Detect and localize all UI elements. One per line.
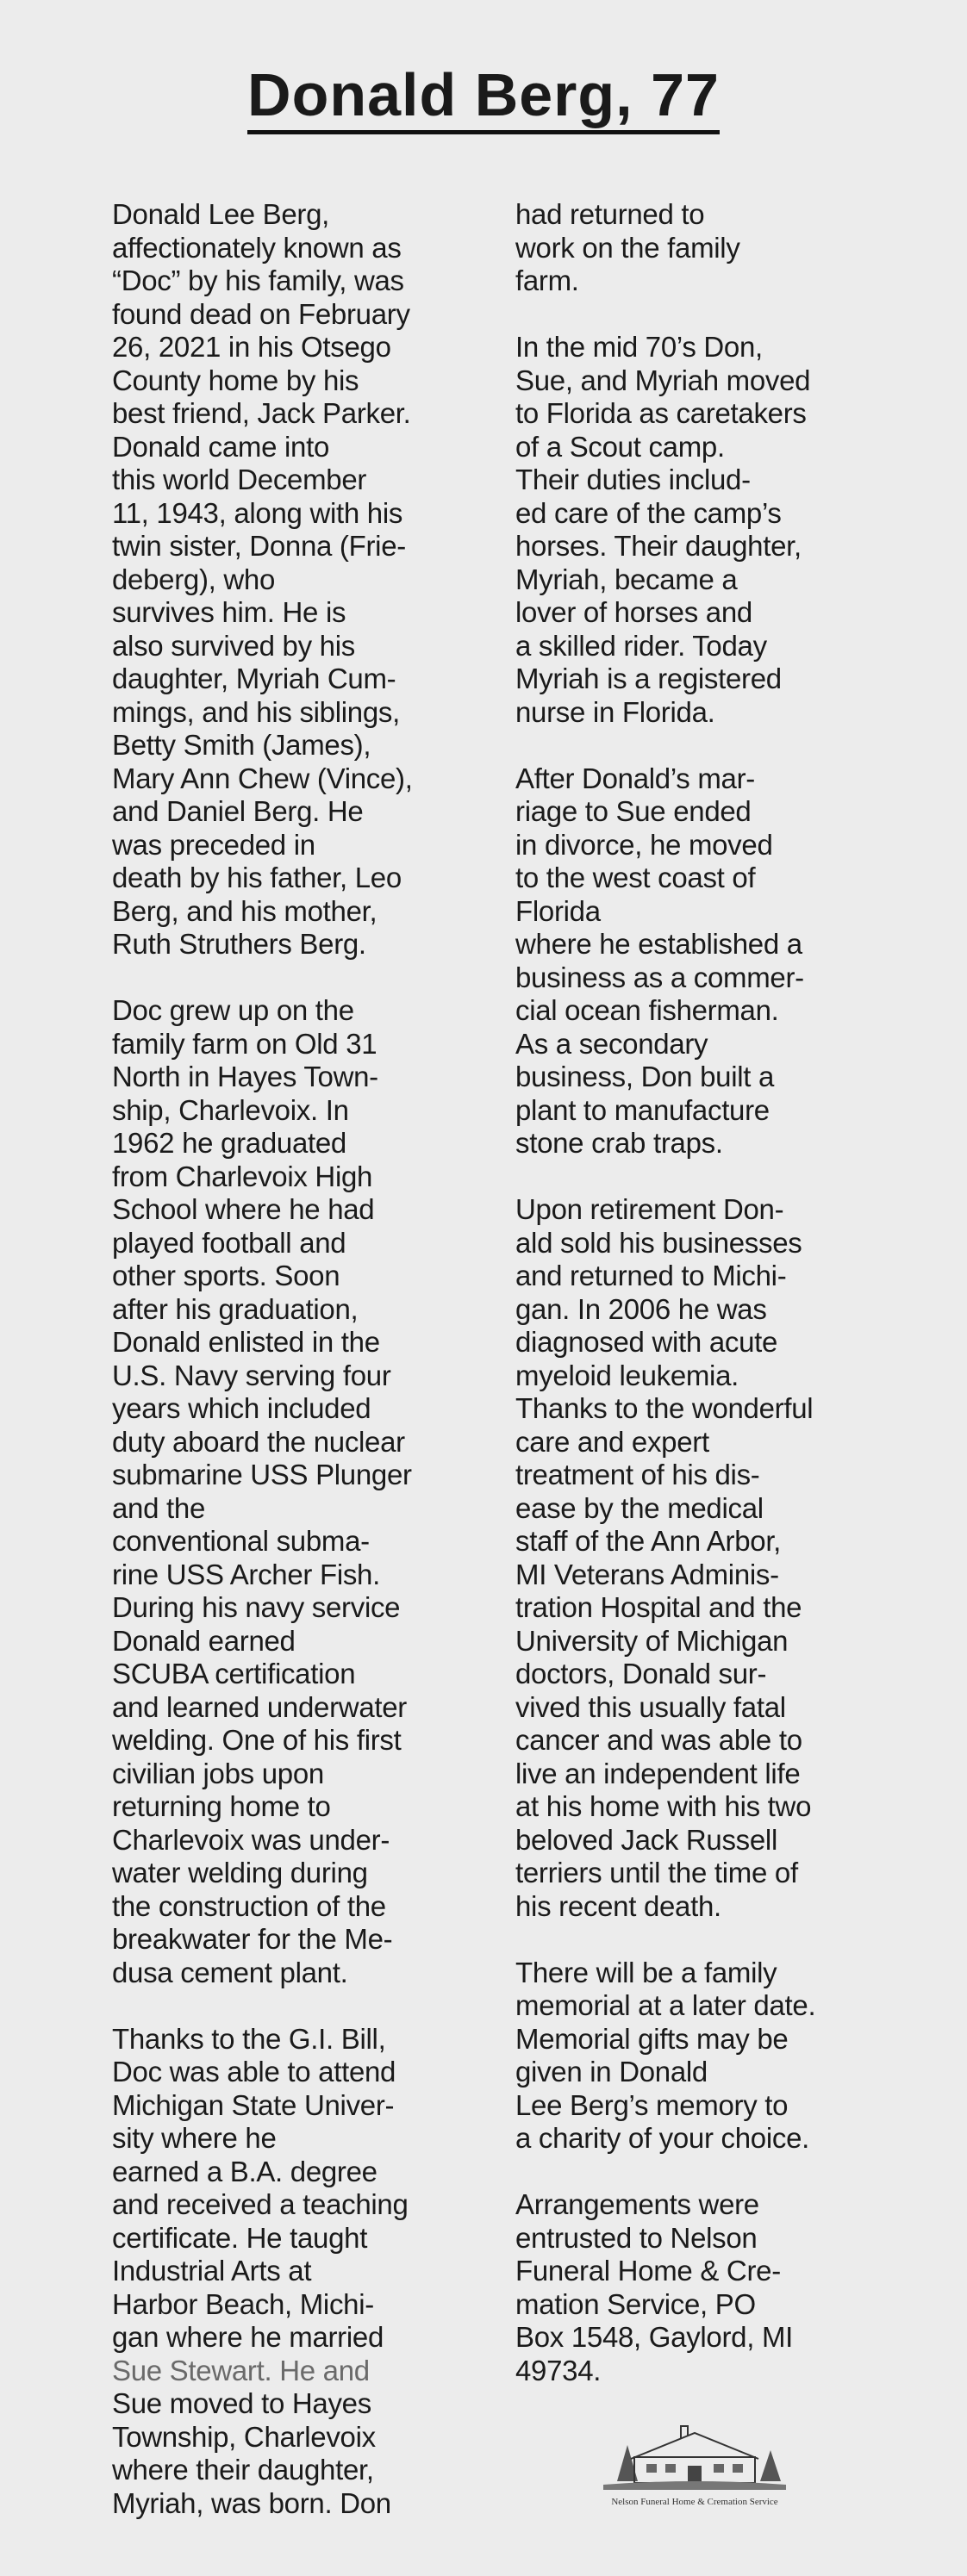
text-line: Charlevoix was under- [112,1823,390,1856]
text-line: MI Veterans Adminis- [515,1558,779,1590]
left-column [112,198,508,2520]
text-line: 26, 2021 in his Otsego [112,331,391,363]
paragraph-gap [515,2156,920,2189]
text-line: where he established a [515,928,802,960]
text-line: and learned underwater [112,1690,407,1723]
text-line: Memorial gifts may be [515,2022,789,2055]
text-line: Upon retirement Don- [515,1193,784,1225]
text-line: myeloid leukemia. [515,1359,739,1391]
text-line: beloved Jack Russell [515,1823,777,1856]
text-line: Industrial Arts at [112,2255,312,2287]
paragraph-gap [515,1160,920,1194]
text-line: stone crab traps. [515,1127,723,1159]
text-line: duty aboard the nuclear [112,1425,405,1458]
text-line: ald sold his businesses [515,1226,802,1259]
text-line: Berg, and his mother, [112,894,377,927]
text-line: diagnosed with acute [515,1326,778,1358]
text-line: live an independent life [515,1757,801,1789]
text-line: 1962 he graduated [112,1127,346,1159]
text-line: University of Michigan [515,1624,789,1657]
obituary-title [0,60,967,129]
text-line: nurse in Florida. [515,695,715,728]
text-line: Donald Lee Berg, [112,198,330,230]
text-line: As a secondary [515,1027,708,1060]
text-line: in divorce, he moved [515,828,773,861]
text-line: School where he had [112,1193,375,1225]
text-line: after his graduation, [112,1292,359,1325]
text-line: ship, Charlevoix. In [112,1093,349,1126]
text-line: cial ocean fisherman. [515,994,779,1026]
paragraph-gap [515,1923,920,1957]
text-line: and the [112,1491,206,1524]
text-line: Myriah, became a [515,563,738,595]
text-line: After Donald’s mar- [515,762,755,794]
text-line: North in Hayes Town- [112,1061,378,1092]
text-line: lover of horses and [515,596,752,628]
text-line: years which included [112,1392,371,1424]
text-line: care and expert [515,1425,709,1458]
text-line: cancer and was able to [515,1724,802,1756]
logo-caption: Nelson Funeral Home & Cremation Service [611,2497,778,2507]
text-line: business, Don built a [515,1061,775,1092]
text-line: Mary Ann Chew (Vince), [112,762,413,794]
paragraph-gap [112,961,508,995]
text-line: During his navy service [112,1591,401,1623]
text-line: from Charlevoix High [112,1160,373,1192]
text-line: his recent death. [515,1889,721,1922]
text-line: where their daughter, [112,2454,374,2486]
text-line: rine USS Archer Fish. [112,1558,380,1590]
text-line: deberg), who [112,563,276,595]
text-line: family farm on Old 31 [112,1027,377,1060]
text-line: vived this usually fatal [515,1690,786,1723]
paragraph-gap [112,1989,508,2023]
text-line: gan where he married [112,2321,384,2353]
text-line: the construction of the [112,1889,386,1922]
text-line: riage to Sue ended [515,795,752,827]
text-line: terriers until the time of [515,1857,798,1888]
text-line: Myriah is a registered [515,663,782,694]
text-line: Michigan State Univer- [112,2088,395,2121]
text-line: Sue moved to Hayes [112,2387,371,2419]
text-line: sity where he [112,2122,277,2154]
text-line: ease by the medical [515,1491,764,1524]
text-line: Their duties includ- [515,464,751,495]
text-line: There will be a family [515,1956,777,1988]
text-line: gan. In 2006 he was [515,1292,767,1325]
text-line: memorial at a later date. [515,1989,816,2021]
text-line: Ruth Struthers Berg. [112,928,366,960]
text-line: Myriah, was born. Don [112,2486,391,2519]
text-line: best friend, Jack Parker. [112,397,411,429]
text-line: SCUBA certification [112,1658,356,1689]
text-line: staff of the Ann Arbor, [515,1525,782,1557]
text-line: 11, 1943, along with his [112,496,403,529]
text-line: Township, Charlevoix [112,2420,376,2453]
text-line: welding. One of his first [112,1724,402,1756]
paragraph-gap [515,298,920,332]
text-line: given in Donald [515,2056,708,2088]
text-line: civilian jobs upon [112,1757,324,1789]
text-line: found dead on February [112,297,410,330]
text-line: Box 1548, Gaylord, MI [515,2321,794,2353]
text-line: Arrangements were [515,2188,759,2220]
right-column [515,198,920,2387]
text-line: to the west coast of [515,862,756,893]
text-line: In the mid 70’s Don, [515,331,763,363]
text-line: Funeral Home & Cre- [515,2255,781,2287]
text-line: dusa cement plant. [112,1956,348,1988]
text-line: certificate. He taught [112,2221,368,2254]
text-line: daughter, Myriah Cum- [112,663,396,694]
text-line: work on the family [515,231,740,264]
text-line: was preceded in [112,828,315,861]
text-line: Donald came into [112,430,330,463]
text-line: mings, and his siblings, [112,695,400,728]
text-line: mation Service, PO [515,2287,756,2320]
paragraph-gap [515,729,920,762]
text-line: Florida [515,894,601,927]
text-line: Donald earned [112,1624,296,1657]
text-line: Sue Stewart. He and [112,2354,370,2386]
text-line: to Florida as caretakers [515,397,807,429]
funeral-home-logo [591,2421,798,2507]
text-line: breakwater for the Me- [112,1923,393,1955]
text-line: death by his father, Leo [112,862,402,893]
text-line: entrusted to Nelson [515,2221,758,2254]
text-line: farm. [515,264,579,296]
text-line: at his home with his two [515,1790,812,1822]
text-line: twin sister, Donna (Frie- [112,530,406,562]
text-line: played football and [112,1226,346,1259]
text-line: Sue, and Myriah moved [515,364,811,396]
text-line: tration Hospital and the [515,1591,802,1623]
text-line: survives him. He is [112,596,346,628]
text-line: “Doc” by his family, was [112,264,404,296]
text-line: also survived by his [112,629,355,662]
text-line: 49734. [515,2354,602,2386]
obituary-title-text: Donald Berg, 77 [247,61,720,134]
text-line: and Daniel Berg. He [112,795,364,827]
text-line: returning home to [112,1790,331,1822]
text-line: of a Scout camp. [515,430,725,463]
text-line: a skilled rider. Today [515,629,767,662]
text-line: treatment of his dis- [515,1459,760,1490]
text-line: affectionately known as [112,231,402,264]
text-line: U.S. Navy serving four [112,1359,391,1391]
text-line: plant to manufacture [515,1093,770,1126]
text-line: submarine USS Plunger [112,1459,412,1490]
text-line: Thanks to the wonderful [515,1392,814,1424]
funeral-home-building-icon [591,2421,798,2495]
text-line: horses. Their daughter, [515,530,802,562]
text-line: had returned to [515,198,705,230]
text-line: business as a commer- [515,961,804,993]
text-line: Doc was able to attend [112,2056,396,2088]
text-line: Doc grew up on the [112,994,354,1026]
text-line: Thanks to the G.I. Bill, [112,2022,386,2055]
text-line: this world December [112,464,367,495]
text-line: Betty Smith (James), [112,729,371,761]
text-line: and returned to Michi- [515,1260,787,1291]
text-line: and received a teaching [112,2188,409,2220]
text-line: Harbor Beach, Michi- [112,2287,374,2320]
text-line: water welding during [112,1857,368,1888]
text-line: earned a B.A. degree [112,2155,377,2187]
text-line: Lee Berg’s memory to [515,2088,789,2121]
text-line: Donald enlisted in the [112,1326,380,1358]
text-line: ed care of the camp’s [515,496,782,529]
text-line: doctors, Donald sur- [515,1658,767,1689]
text-line: other sports. Soon [112,1260,340,1291]
text-line: County home by his [112,364,359,396]
text-line: conventional subma- [112,1525,370,1557]
text-line: a charity of your choice. [515,2122,809,2154]
